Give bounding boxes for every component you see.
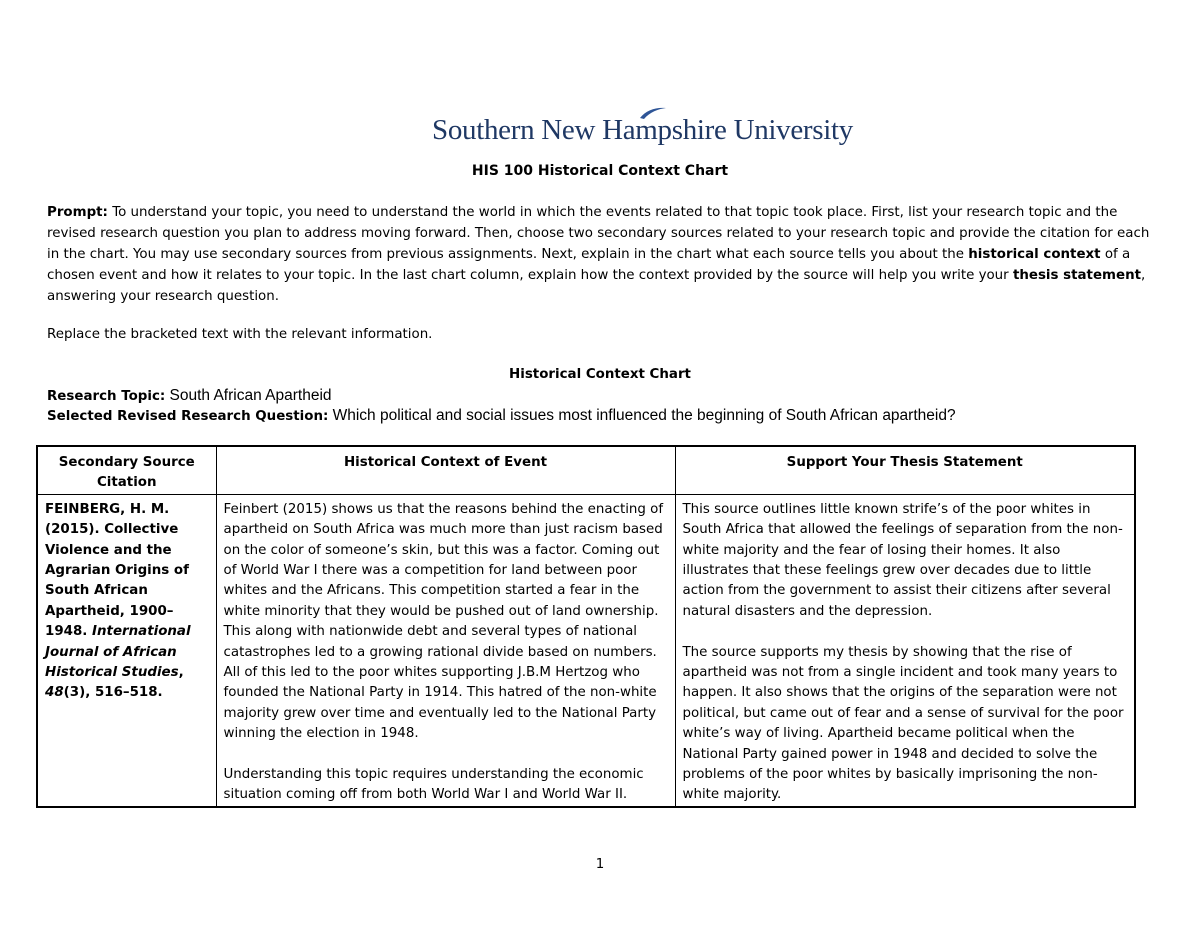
snhu-logo [432,106,853,154]
thesis-cell [675,494,1135,807]
research-question [47,407,956,425]
thesis-paragraph-2: The source supports my thesis by showing that the rise of apartheid was not from a single incident and took many years to happen. It also shows that the origins of the separation were not political, but came out of fear and a sense of survival for the poor white’s way of living. Apartheid became political when the National Party gained power in 1948 and decided to solve the problems of the poor whites by basically imprisoning the non-white majority. [682,644,1124,803]
thesis-paragraph-1: This source outlines little known strife’s of the poor whites in South Africa that allowed the feelings of separation from the non-white majority and the fear of losing their homes. It also illustrates that these feelings grew over decades due to little action from the government to assist their citizens after several natural disasters and the depression. [682,501,1123,619]
header-thesis: Support Your Thesis Statement [675,446,1135,494]
instruction-text: Replace the bracketed text with the relevant information. [47,327,433,342]
prompt-line-4-end: , [1141,268,1146,283]
citation-pages: (3), 516–518. [63,685,163,701]
prompt-label: Prompt: [47,205,108,220]
header-citation: Secondary Source Citation [37,446,216,494]
context-paragraph-2: Understanding this topic requires understanding the economic situation coming off from both World War I and World War II. [223,767,644,803]
research-topic-label: Research Topic: [47,389,166,404]
citation-volume: 48 [45,685,64,701]
historical-context-table [36,445,1136,808]
prompt-line-3: in the chart. You may use secondary sources from previous assignments. Next, explain in the chart what each source tells you about the [47,247,969,262]
citation-main: FEINBERG, H. M. (2015). Collective Violence and the Agrarian Origins of South African Apartheid, 1900–1948. [45,501,189,640]
citation-journal: International Journal of African Historical Studies [45,624,191,681]
historical-context-term: historical context [968,247,1101,262]
prompt-line-1: To understand your topic, you need to understand the world in which the events related to that topic took place. First, list your research topic and the [112,205,1118,220]
citation-cell [37,494,216,807]
citation-sep: , [178,665,184,681]
prompt-line-3-end: of a [1100,247,1131,262]
prompt-line-4: chosen event and how it relates to your topic. In the last chart column, explain how the context provided by the source will help you write your [47,268,1013,283]
research-topic-value: South African Apartheid [169,387,332,404]
table-header-row [37,446,1135,494]
header-context: Historical Context of Event [216,446,675,494]
context-paragraph-1: Feinbert (2015) shows us that the reasons behind the enacting of apartheid on South Africa was much more than just racism based on the color of someone’s skin, but this was a factor. Coming out of World War I there was a competition for land between poor whites and the Africans. This competition started a fear in the white minority that they would be pushed out of land ownership. This along with nationwide debt and several types of national catastrophes led to a growing rational divide based on numbers. All of this led to the poor whites supporting J.B.M Hertzog who founded the National Party in 1914. This hatred of the non-white majority grew over time and eventually led to the National Party winning the election in 1948. [223,501,664,742]
research-question-label: Selected Revised Research Question: [47,409,329,424]
logo-wordmark: Southern New Hampshire University [432,114,853,146]
chart-heading: Historical Context Chart [509,367,691,382]
prompt-paragraph [47,202,1157,307]
context-cell [216,494,675,807]
page-title: HIS 100 Historical Context Chart [471,163,729,179]
research-question-value: Which political and social issues most influenced the beginning of South African apartheid? [332,407,956,424]
thesis-statement-term: thesis statement [1012,268,1142,283]
page-number: 1 [595,857,605,872]
table-row [37,494,1135,807]
research-topic [47,387,332,405]
prompt-line-2: revised research question you plan to address moving forward. Then, choose two secondary sources related to your research topic and provide the citation for each [47,226,1150,241]
citation-text [45,502,191,701]
prompt-line-5: answering your research question. [47,289,279,304]
